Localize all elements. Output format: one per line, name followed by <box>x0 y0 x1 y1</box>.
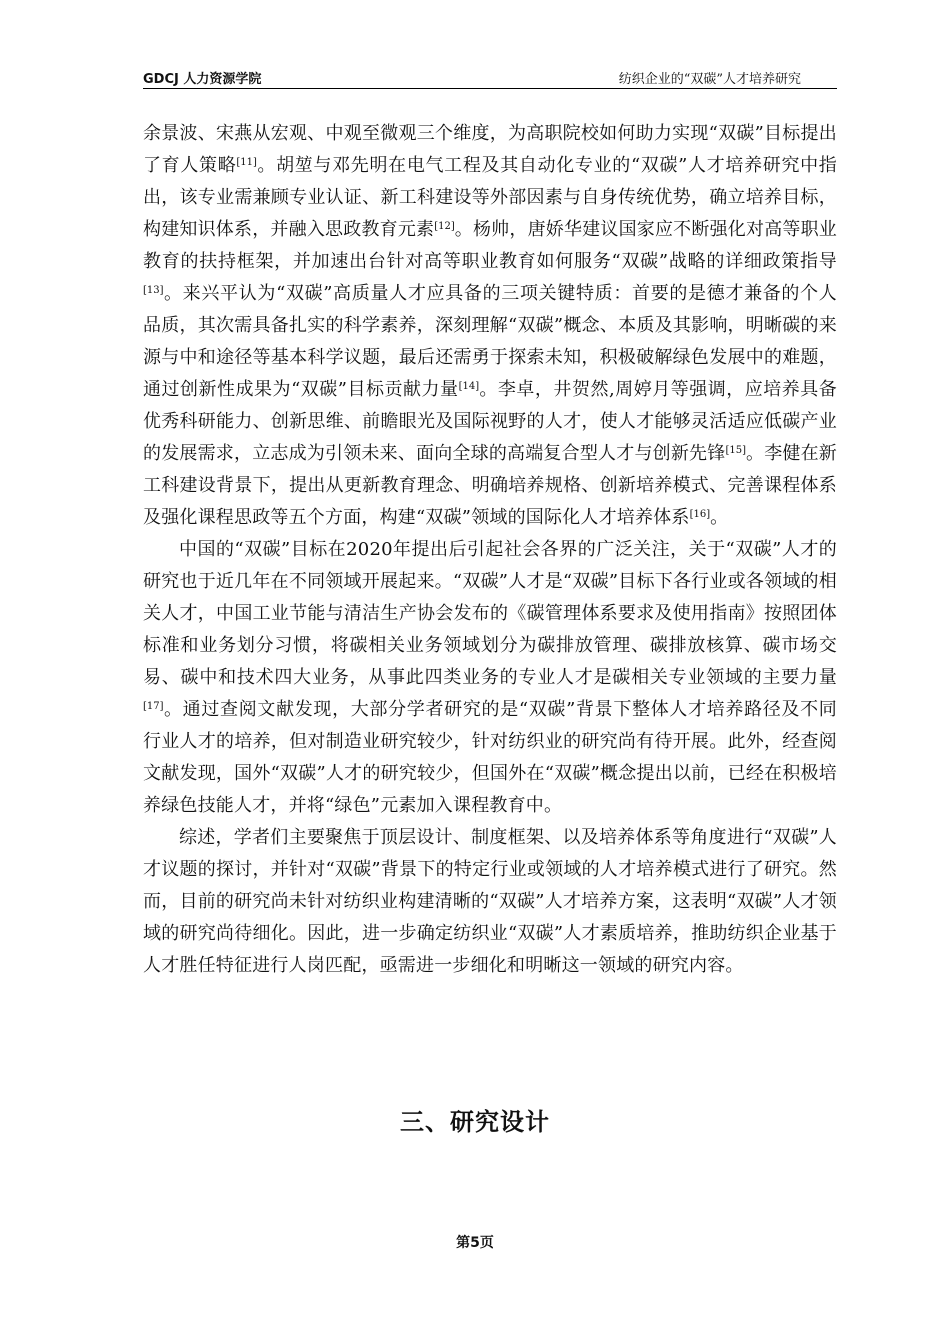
text-run: 。杨帅，唐娇华建议国家应不断强化对高等职业教育的扶持框架，并加速出台针对高等职业教育如何服务“双碳”战略的详细政策指导 <box>143 219 837 272</box>
paragraph-1 <box>143 118 837 534</box>
citation-ref: [12] <box>434 221 455 232</box>
citation-ref: [14] <box>458 381 480 392</box>
page-header <box>143 66 837 89</box>
header-institution: GDCJ 人力资源学院 <box>143 72 262 87</box>
body-text <box>143 118 837 982</box>
citation-ref: [13] <box>143 285 164 296</box>
paragraph-2 <box>143 534 837 822</box>
citation-ref: [17] <box>143 701 164 712</box>
text-run: 。李卓，井贺然,周婷月等强调，应培养具备优秀科研能力、创新思维、前瞻眼光及国际视野的人才，使人才能够灵活适应低碳产业的发展需求，立志成为引领未来、面向全球的高端复合型人才与创新先锋 <box>143 379 837 464</box>
page-number: 第5页 <box>456 1235 494 1251</box>
text-run: 。通过查阅文献发现，大部分学者研究的是“双碳”背景下整体人才培养路径及不同行业人才的培养，但对制造业研究较少，针对纺织业的研究尚有待开展。此外，经查阅文献发现，国外“双碳”人才的研究较少，但国外在“双碳”概念提出以前，已经在积极培养绿色技能人才，并将“绿色”元素加入课程教育中。 <box>143 699 837 816</box>
citation-ref: [15] <box>725 445 746 456</box>
section-heading: 三、研究设计 <box>400 1108 550 1136</box>
header-paper-title: 纺织企业的“双碳”人才培养研究 <box>618 72 801 87</box>
text-run: 综述，学者们主要聚焦于顶层设计、制度框架、以及培养体系等角度进行“双碳”人才议题的探讨，并针对“双碳”背景下的特定行业或领域的人才培养模式进行了研究。然而，目前的研究尚未针对纺织业构建清晰的“双碳”人才培养方案，这表明“双碳”人才领域的研究尚待细化。因此，进一步确定纺织业“双碳”人才素质培养，推助纺织企业基于人才胜任特征进行人岗匹配，亟需进一步细化和明晰这一领域的研究内容。 <box>143 827 837 976</box>
text-run: 。胡堃与邓先明在电气工程及其自动化专业的“双碳”人才培养研究中指出，该专业需兼顾专业认证、新工科建设等外部因素与自身传统优势，确立培养目标，构建知识体系，并融入思政教育元素 <box>143 155 837 240</box>
citation-ref: [16] <box>689 509 711 520</box>
text-run: 中国的“双碳”目标在2020年提出后引起社会各界的广泛关注，关于“双碳”人才的研究也于近几年在不同领域开展起来。“双碳”人才是“双碳”目标下各行业或各领域的相关人才，中国工业节能与清洁生产协会发布的《碳管理体系要求及使用指南》按照团体标准和业务划分习惯，将碳相关业务领域划分为碳排放管理、碳排放核算、碳市场交易、碳中和技术四大业务，从事此四类业务的专业人才是碳相关专业领域的主要力量 <box>143 539 837 688</box>
text-run: 。来兴平认为“双碳”高质量人才应具备的三项关键特质：首要的是德才兼备的个人品质，其次需具备扎实的科学素养，深刻理解“双碳”概念、本质及其影响，明晰碳的来源与中和途径等基本科学议题，最后还需勇于探索未知，积极破解绿色发展中的难题，通过创新性成果为“双碳”目标贡献力量 <box>143 283 837 400</box>
paragraph-3 <box>143 822 837 982</box>
text-run: 。 <box>710 507 729 528</box>
text-run: 余景波、宋燕从宏观、中观至微观三个维度，为高职院校如何助力实现“双碳”目标提出了育人策略 <box>143 123 837 176</box>
citation-ref: [11] <box>236 157 257 168</box>
text-run: 。李健在新工科建设背景下，提出从更新教育理念、明确培养规格、创新培养模式、完善课程体系及强化课程思政等五个方面，构建“双碳”领域的国际化人才培养体系 <box>143 443 837 528</box>
